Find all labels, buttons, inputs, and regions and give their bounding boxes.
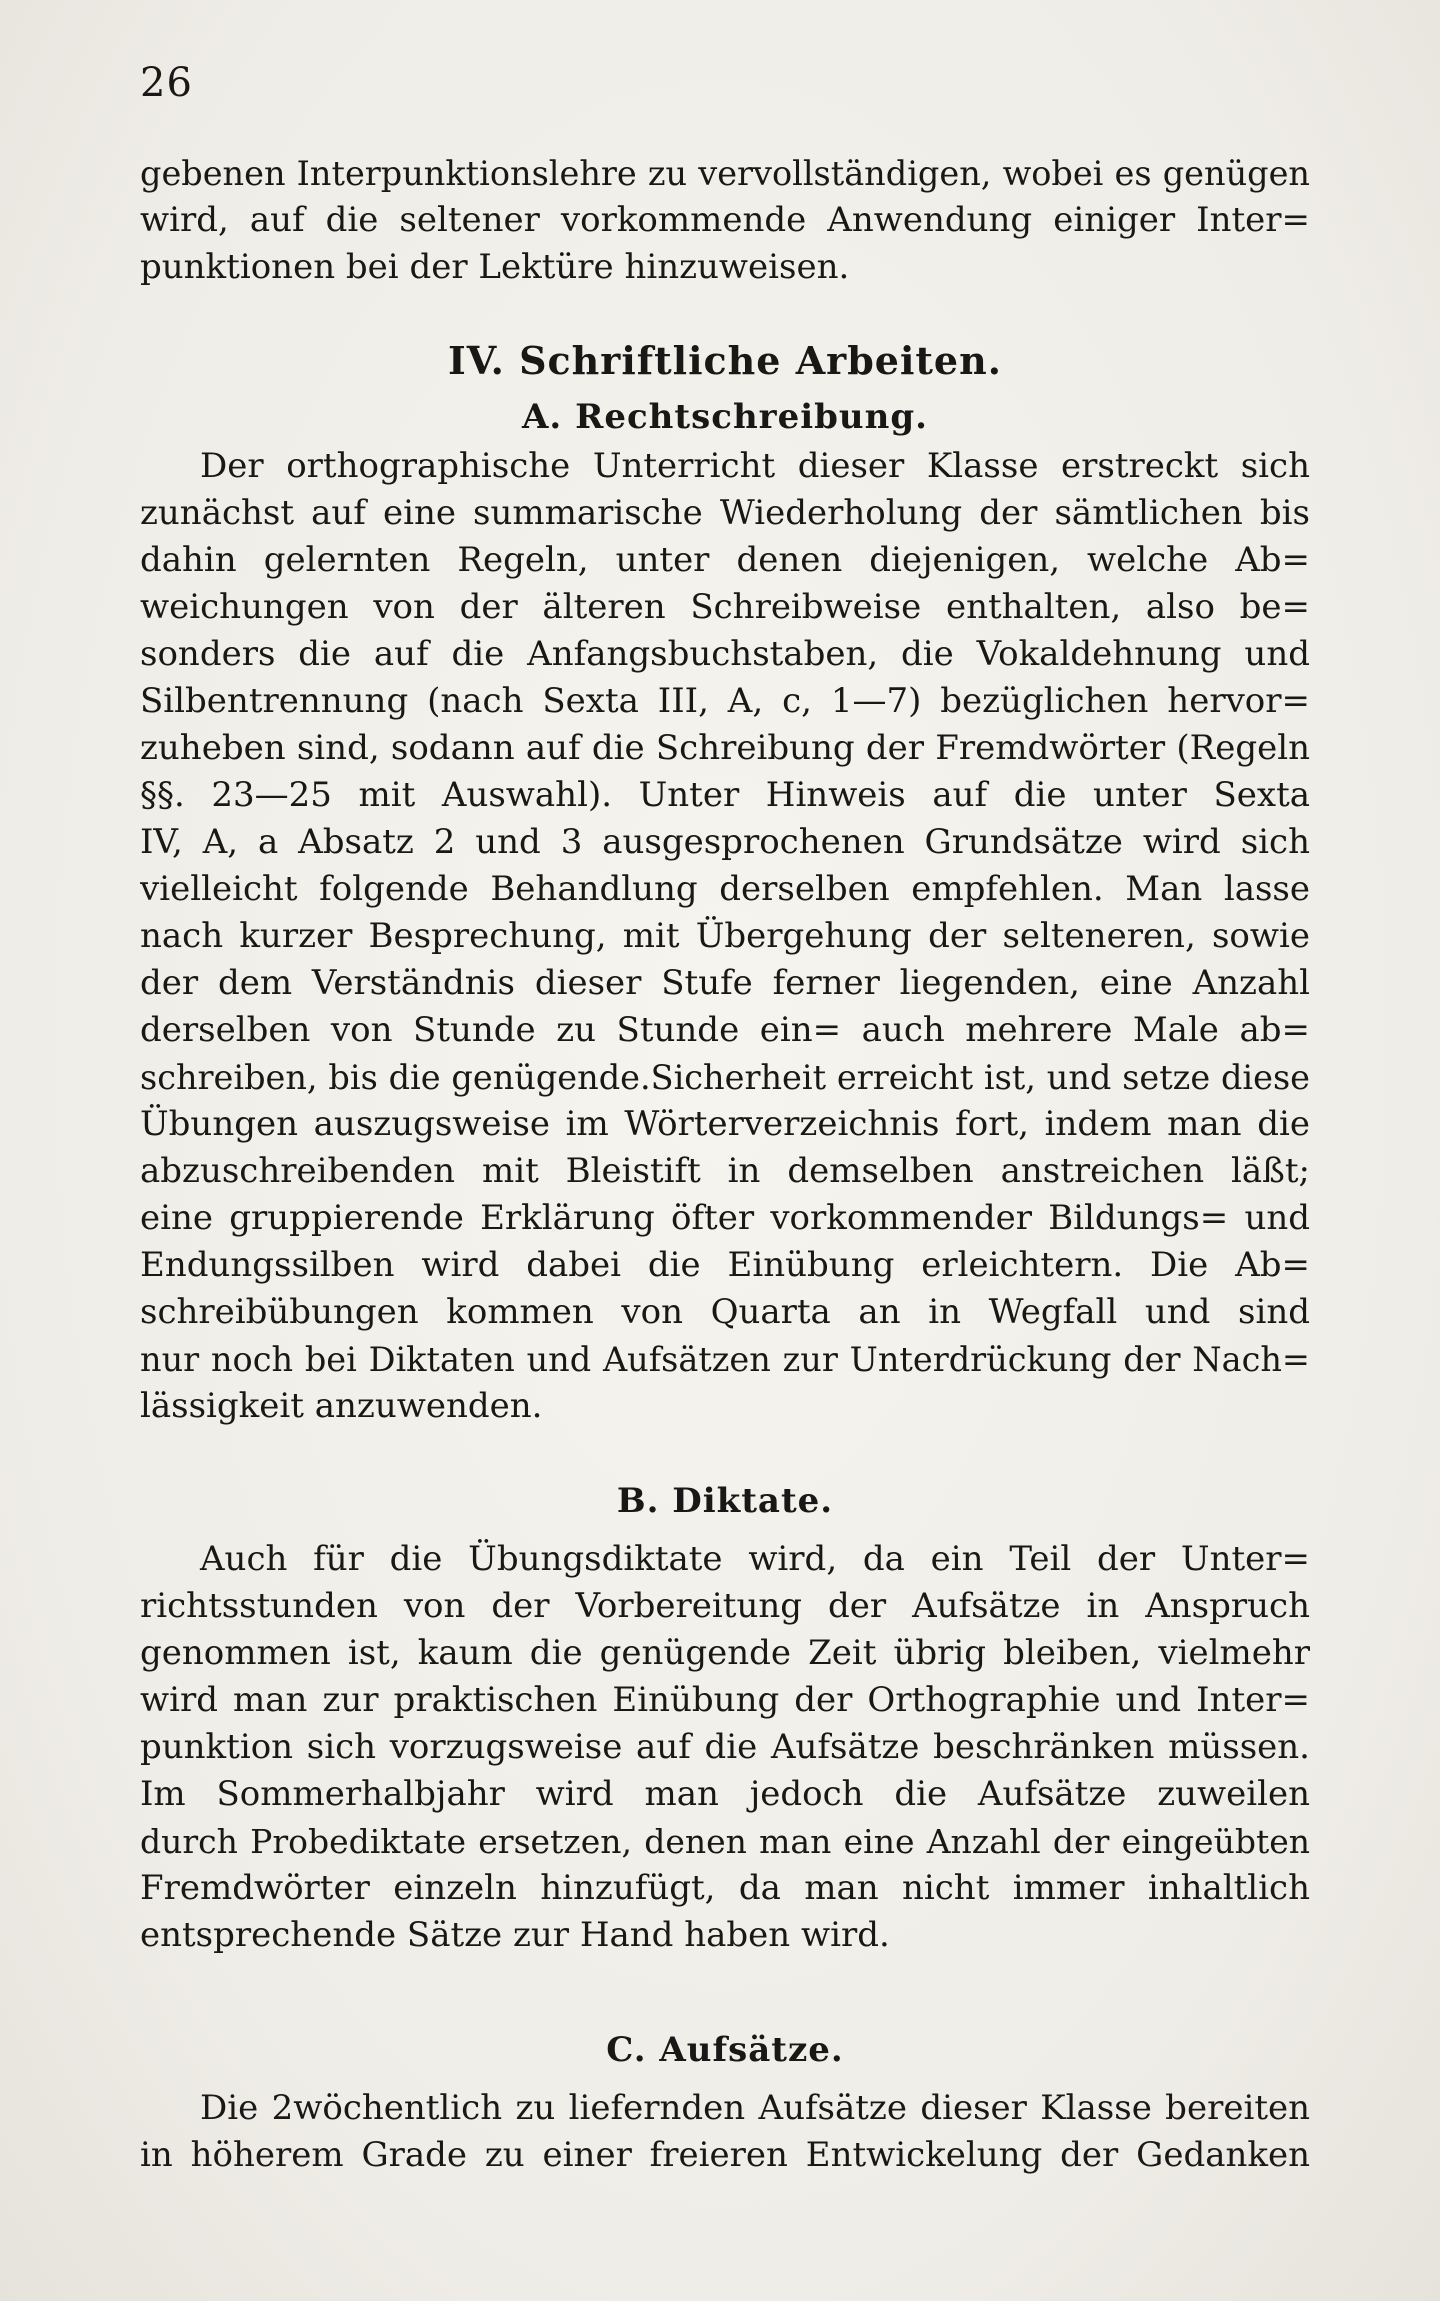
section-heading: IV. Schriftliche Arbeiten. bbox=[448, 338, 1002, 383]
text-line: nach kurzer Besprechung, mit Übergehung der selteneren, sowie bbox=[140, 916, 1310, 956]
text-line: §§. 23—25 mit Auswahl). Unter Hinweis auf die unter Sexta bbox=[140, 775, 1310, 815]
text-line: Auch für die Übungsdiktate wird, da ein Teil der Unter= bbox=[200, 1539, 1310, 1579]
subsection-heading-b: B. Diktate. bbox=[616, 1481, 834, 1521]
paragraph-rechtschreibung bbox=[140, 443, 1310, 1430]
text-line: entsprechende Sätze zur Hand haben wird. bbox=[140, 1915, 890, 1955]
text-line: wird man zur praktischen Einübung der Orthographie und Inter= bbox=[140, 1680, 1310, 1720]
text-line: durch Probediktate ersetzen, denen man eine Anzahl der eingeübten bbox=[140, 1822, 1310, 1861]
text-line: IV, A, a Absatz 2 und 3 ausgesprochenen Grundsätze wird sich bbox=[140, 822, 1310, 862]
text-line: schreiben, bis die genügende.Sicherheit erreicht ist, und setze diese bbox=[140, 1058, 1310, 1097]
text-line: weichungen von der älteren Schreibweise enthalten, also be= bbox=[140, 587, 1310, 627]
text-line: Der orthographische Unterricht dieser Klasse erstreckt sich bbox=[200, 446, 1310, 486]
text-line: lässigkeit anzuwenden. bbox=[140, 1386, 543, 1426]
text-line: wird, auf die seltener vorkommende Anwendung einiger Inter= bbox=[140, 200, 1310, 240]
text-line: abzuschreibenden mit Bleistift in demselben anstreichen läßt; bbox=[140, 1151, 1310, 1191]
text-line: Im Sommerhalbjahr wird man jedoch die Aufsätze zuweilen bbox=[140, 1774, 1310, 1814]
subsection-heading-a: A. Rechtschreibung. bbox=[522, 397, 928, 437]
text-line: punktion sich vorzugsweise auf die Aufsätze beschränken müssen. bbox=[140, 1727, 1310, 1767]
text-line: dahin gelernten Regeln, unter denen diejenigen, welche Ab= bbox=[140, 540, 1310, 580]
text-line: vielleicht folgende Behandlung derselben empfehlen. Man lasse bbox=[140, 869, 1310, 909]
page-number: 26 bbox=[140, 60, 193, 106]
text-line: schreibübungen kommen von Quarta an in Wegfall und sind bbox=[140, 1292, 1310, 1332]
text-line: genommen ist, kaum die genügende Zeit übrig bleiben, vielmehr bbox=[140, 1633, 1310, 1673]
text-line: sonders die auf die Anfangsbuchstaben, die Vokaldehnung und bbox=[140, 634, 1310, 674]
text-line: derselben von Stunde zu Stunde ein= auch mehrere Male ab= bbox=[140, 1010, 1310, 1050]
text-line: zunächst auf eine summarische Wiederholung der sämtlichen bis bbox=[140, 493, 1310, 533]
text-line: Die 2wöchentlich zu liefernden Aufsätze dieser Klasse bereiten bbox=[200, 2088, 1310, 2128]
subsection-heading-c: C. Aufsätze. bbox=[606, 2030, 844, 2070]
text-line: richtsstunden von der Vorbereitung der Aufsätze in Anspruch bbox=[140, 1586, 1310, 1626]
text-line: Fremdwörter einzeln hinzufügt, da man nicht immer inhaltlich bbox=[140, 1868, 1310, 1908]
text-line: der dem Verständnis dieser Stufe ferner liegenden, eine Anzahl bbox=[140, 963, 1310, 1003]
text-line: in höherem Grade zu einer freieren Entwickelung der Gedanken bbox=[140, 2135, 1310, 2175]
text-line: Silbentrennung (nach Sexta III, A, c, 1—7) bezüglichen hervor= bbox=[140, 681, 1310, 721]
text-line: punktionen bei der Lektüre hinzuweisen. bbox=[140, 247, 850, 287]
text-line: zuheben sind, sodann auf die Schreibung der Fremdwörter (Regeln bbox=[140, 728, 1310, 768]
text-line: Übungen auszugsweise im Wörterverzeichnis fort, indem man die bbox=[140, 1104, 1310, 1144]
intro-paragraph bbox=[140, 150, 1310, 291]
page-body bbox=[140, 150, 1310, 2179]
text-line: Endungssilben wird dabei die Einübung erleichtern. Die Ab= bbox=[140, 1245, 1310, 1285]
text-line: eine gruppierende Erklärung öfter vorkommender Bildungs= und bbox=[140, 1198, 1310, 1238]
text-line: gebenen Interpunktionslehre zu vervollständigen, wobei es genügen bbox=[140, 154, 1310, 193]
paragraph-diktate bbox=[140, 1536, 1310, 1959]
text-line: nur noch bei Diktaten und Aufsätzen zur Unterdrückung der Nach= bbox=[140, 1340, 1310, 1379]
paragraph-aufsaetze bbox=[140, 2085, 1310, 2179]
